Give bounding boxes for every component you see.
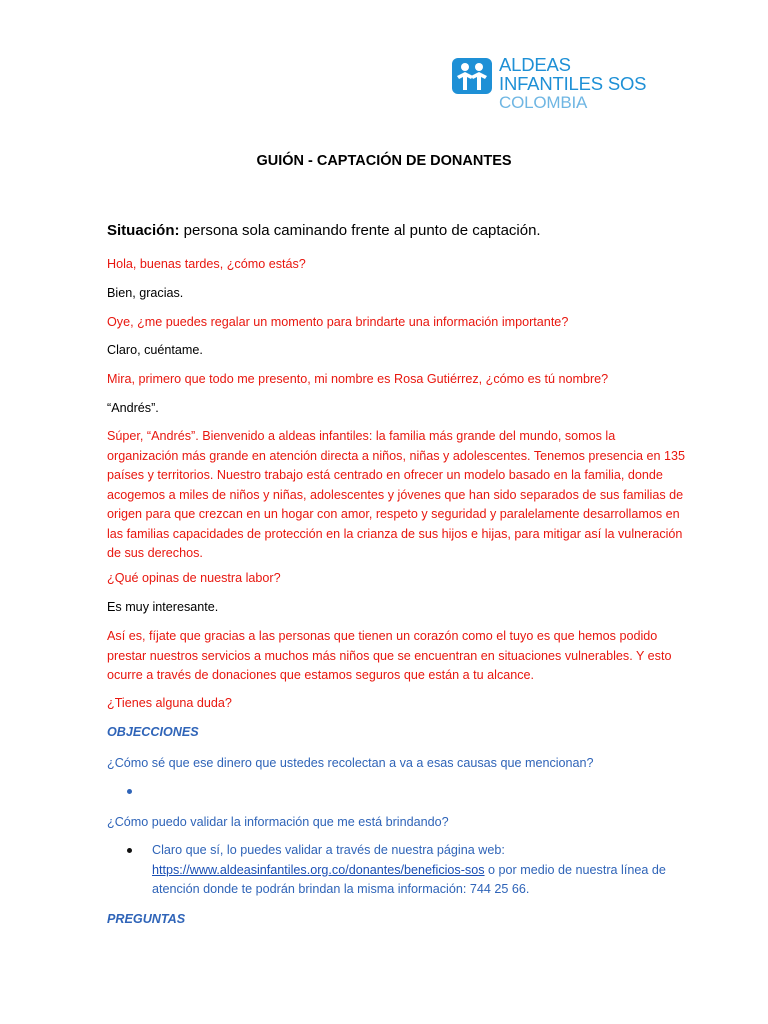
dialog-line-10: Así es, fíjate que gracias a las personas que tienen un corazón como el tuyo es que hemos podido prestar nuestros servicios a muchos más niños que se encuentran en situaciones vulnerables. Y esto ocurre a través de donaciones que estamos seguros que están a tu alcance. xyxy=(107,629,672,682)
dialog-line-11: ¿Tienes alguna duda? xyxy=(107,696,232,710)
logo-line1: ALDEAS xyxy=(499,54,571,75)
logo-line3: COLOMBIA xyxy=(499,93,588,112)
objection-question-1: ¿Cómo sé que ese dinero que ustedes recolectan a va a esas causas que mencionan? xyxy=(107,756,594,770)
dialog-line-5: Mira, primero que todo me presento, mi nombre es Rosa Gutiérrez, ¿cómo es tú nombre? xyxy=(107,372,609,386)
questions-heading: PREGUNTAS xyxy=(107,912,186,926)
dialog-line-8: ¿Qué opinas de nuestra labor? xyxy=(107,571,281,585)
dialog-line-9: Es muy interesante. xyxy=(107,600,219,614)
dialog-line-6: “Andrés”. xyxy=(107,401,159,415)
objection-question-2: ¿Cómo puedo validar la información que me está brindando? xyxy=(107,815,449,829)
answer-intro: Claro que sí, lo puedes validar a través de nuestra página web: xyxy=(152,843,505,857)
dialog-line-2: Bien, gracias. xyxy=(107,286,184,300)
dialog-line-1: Hola, buenas tardes, ¿cómo estás? xyxy=(107,257,306,271)
document-title: GUIÓN - CAPTACIÓN DE DONANTES xyxy=(256,153,512,169)
dialog-line-7: Súper, “Andrés”. Bienvenido a aldeas infantiles: la familia más grande del mundo, somos la organización más grande en atención directa a niños, niñas y adolescentes. Tenemos presencia en 135 países y territorios. Nuestro trabajo está centrado en ofrecer un modelo basado en la familia, donde acogemos a miles de niños y niñas, adolescentes y jóvenes que han sido separados de sus familias de origen para que crezcan en un hogar con amor, respeto y seguridad y paralelamente desarrollamos en las familias capacidades de protección en la crianza de sus hijos e hijas, para mitigar así la vulneración de sus derechos. xyxy=(107,429,686,560)
bullet-icon xyxy=(127,848,132,853)
website-link[interactable]: https://www.aldeasinfantiles.org.co/donantes/beneficios-sos xyxy=(152,862,485,877)
children-logo-icon xyxy=(452,58,492,94)
logo-line2: INFANTILES SOS xyxy=(499,73,647,94)
dialog-line-3: Oye, ¿me puedes regalar un momento para brindarte una información importante? xyxy=(107,315,569,329)
objections-heading: OBJECCIONES xyxy=(107,725,199,739)
situation-text: persona sola caminando frente al punto de captación. xyxy=(179,222,541,239)
bullet-icon xyxy=(127,789,132,794)
dialog-line-4: Claro, cuéntame. xyxy=(107,343,203,357)
situation-line xyxy=(107,221,687,241)
aldeas-logo xyxy=(452,56,672,116)
answer-rest: o por medio de nuestra línea de atención donde te podrán brindan la misma información: 744 25 66. xyxy=(152,862,666,896)
situation-label: Situación: xyxy=(107,222,180,239)
answer-text xyxy=(152,841,672,900)
